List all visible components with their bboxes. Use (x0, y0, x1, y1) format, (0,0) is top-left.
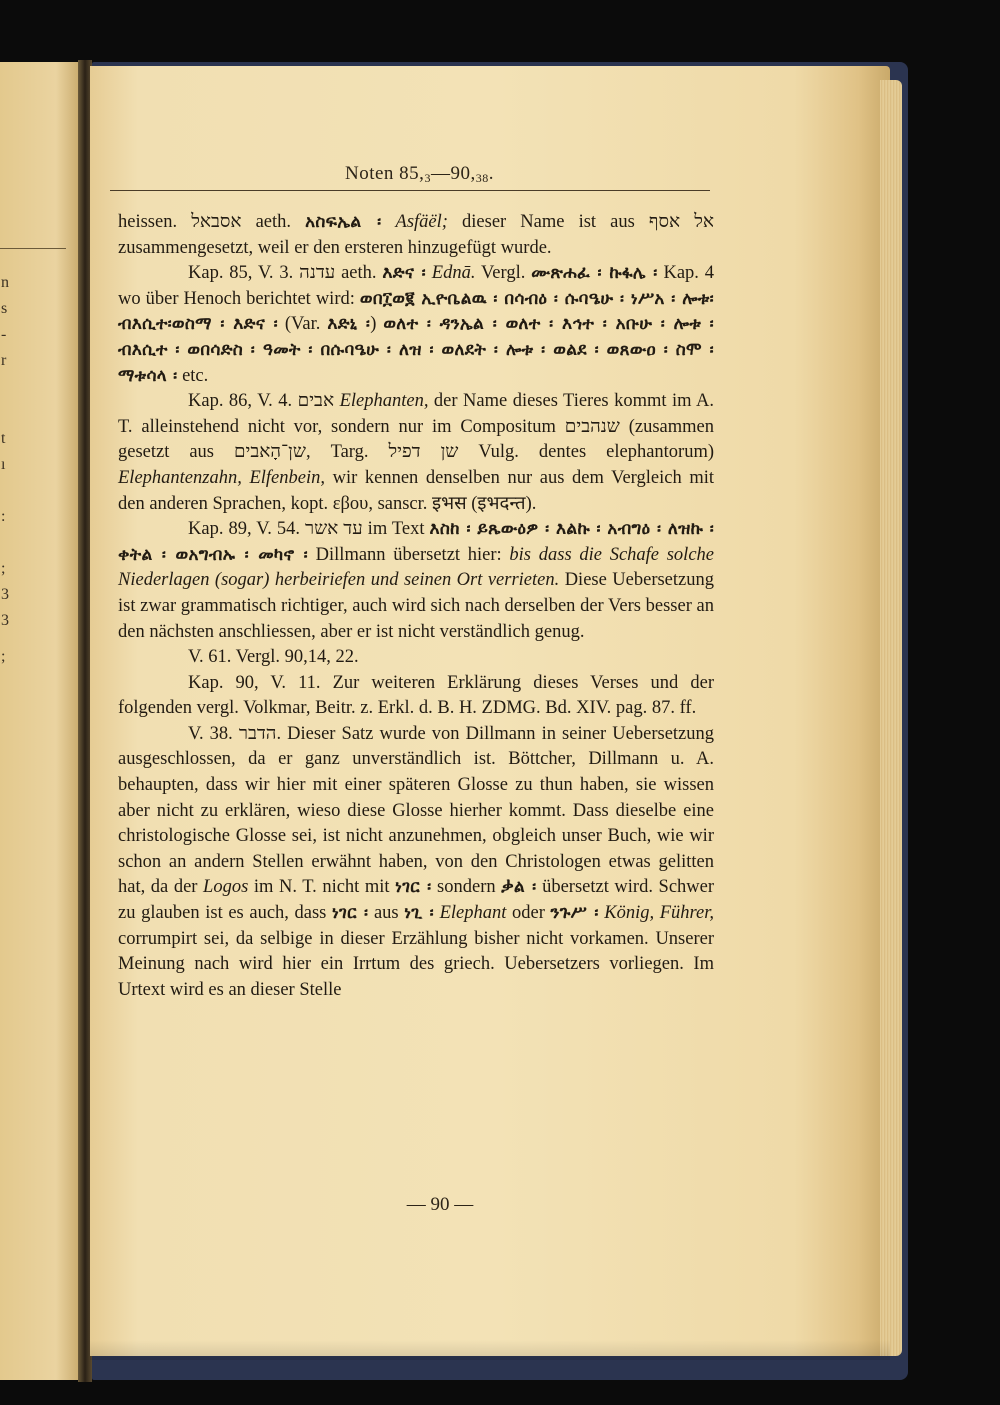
text-run: der Name dieses Tieres kommt im A. T. alleinstehend nicht vor, sondern nur im Compositum שנהבים (zusammen gesetzt aus שן־הָאבים, Targ. שן דפיל Vulg. dentes elephantorum) (118, 391, 714, 463)
italic-text: Elephantenzahn, Elfenbein, (118, 467, 325, 488)
ethiopic-text: ወበ፲ወ፪ ኢዮቤልዉ ፡ በሳብዕ ፡ ሱባዔሁ ፡ ነሥአ ፡ ሎቱ፡ብእሲተ፡ወስማ ፡ እድና ፡ (118, 288, 714, 335)
italic-text: bis dass die Schafe solche Niederlagen (sogar) herbeiriefen und seinen Ort verrieten. (118, 544, 714, 591)
left-page-rule (0, 248, 66, 249)
text-run: wir kennen denselben nur aus dem Vergleich mit den anderen Sprachen, kopt. εβoυ, sanscr. इभस (इभदन्त). (118, 467, 714, 514)
page-shadow (90, 1340, 890, 1360)
ethiopic-text: እስከ ፡ ይጼውዕዎ ፡ እልኩ ፡ አብግዕ ፡ ለዝኩ ፡ ቀትል ፡ ወአግብኡ ፡ መካኖ ፡ (118, 519, 715, 565)
paragraph-p6 (118, 671, 714, 722)
header-sub1: 3 (424, 171, 431, 185)
italic-text: König, Führer, (604, 903, 715, 924)
paragraph-p1 (118, 210, 714, 261)
paragraph-p2 (118, 261, 714, 389)
text-run: heissen. אסבאל aeth. (118, 212, 306, 232)
text-run: corrumpirt sei, da selbige in dieser Erzählung bisher nicht vorkamen. Unserer Meinung nach wird hier ein Irrtum des griech. Uebersetzers vorliegen. Im Urtext wird es an dieser Stelle (118, 928, 714, 1000)
italic-text: Ednā. (431, 263, 476, 284)
italic-text: Elephant (439, 903, 507, 924)
ethiopic-text: ንጉሥ ፡ (550, 903, 599, 924)
header-rule (110, 190, 710, 191)
left-page-char: t (1, 430, 6, 447)
text-run: dieser Name ist aus אל אסף zusammengesetzt, weil er den ersteren hinzugefügt wurde. (118, 212, 714, 258)
paragraph-p7 (118, 722, 714, 1004)
text-run: V. 61. Vergl. 90,14, 22. (188, 647, 359, 668)
text-run: Kap. 85, V. 3. עדנה aeth. (188, 263, 383, 284)
text-run: sondern (431, 877, 502, 898)
text-run: V. 38. הדבר. Dieser Satz wurde von Dillmann in seiner Uebersetzung ausgeschlossen, da er ganz unverständlich ist. Böttcher, Dillmann u. A. behaupten, dass wir hier mit einer späteren Glosse zu thun haben, sie wissen aber nicht zu erklären, wieso diese Glosse hierher kommt. Dass dieselbe eine christologische Glosse sei, ist nicht anzunehmen, obgleich unser Buch, wie wir schon an andern Stellen erwähnt haben, von den Christologen etwas gelitten hat, da der (118, 723, 715, 898)
italic-text: Elephanten, (339, 391, 429, 412)
text-run: aus (368, 903, 405, 924)
text-run: Kap. 90, V. 11. Zur weiteren Erklärung dieses Verses und der folgenden vergl. Volkmar, Beitr. z. Erkl. d. B. H. ZDMG. Bd. XIV. pag. 87. ff. (118, 672, 714, 719)
header-dash: —90, (430, 163, 476, 184)
header-end: . (488, 163, 494, 184)
left-page-char: 3 (1, 586, 9, 603)
header-sub2: 38 (475, 171, 489, 185)
ethiopic-text: እድና ፡ (382, 263, 426, 284)
left-page-char: n (1, 274, 9, 291)
header-prefix: Noten 85, (345, 163, 425, 184)
text-run: etc. (177, 365, 209, 386)
ethiopic-text: ነገር ፡ (395, 877, 432, 898)
italic-text: Asfäël; (395, 212, 448, 232)
italic-text: Logos (203, 877, 249, 898)
left-page-fragment (0, 62, 80, 1380)
text-run: Kap. 86, V. 4. אבים (188, 391, 340, 412)
left-page-char: : (1, 508, 6, 525)
left-page-char: 3 (1, 612, 9, 629)
paragraph-p4 (118, 517, 714, 645)
text-run: im N. T. nicht mit (248, 877, 396, 898)
text-run: (Var. (277, 314, 328, 335)
paragraph-p5 (118, 645, 714, 671)
text-run: übersetzt wird. Schwer zu glauben ist es auch, dass (118, 877, 715, 924)
ethiopic-text: አስፍኤል ፡ (305, 212, 382, 232)
left-page-char: ; (1, 560, 6, 577)
page-number: — 90 — (406, 1194, 474, 1215)
text-run (381, 212, 395, 232)
ethiopic-text: ወለተ ፡ ዳንኤል ፡ ወለተ ፡ እኅተ ፡ አቡሁ ፡ ሎቱ ፡ ብእሲተ ፡ ወበሳድስ ፡ ዓመት ፡ በሱባዔሁ ፡ ለዝ ፡ ወለደት ፡ ሎቱ ፡ ወልደ ፡ ወጸውዐ ፡ ስሞ ፡ ማቱሳላ ፡ (118, 314, 714, 386)
body-text (118, 210, 714, 1003)
text-run: Dillmann übersetzt hier: (307, 544, 510, 565)
left-page-char: ; (1, 648, 6, 665)
text-run: Vergl. (475, 263, 532, 284)
ethiopic-text: ሙጽሐፈ ፡ ኩፋሌ ፡ (531, 263, 658, 284)
page-edges (880, 80, 902, 1356)
text-run: ) (370, 314, 384, 335)
ethiopic-text: ቃል ፡ (501, 877, 537, 898)
text-run: Kap. 4 wo über Henoch berichtet wird: (118, 263, 715, 309)
left-page-char: ı (1, 456, 6, 473)
text-run: Diese Uebersetzung ist zwar grammatisch richtiger, auch wird sich nach derselben der Vers besser an den nächsten anschliessen, aber er ist nicht verständlich genug. (118, 570, 714, 642)
left-page-char: s (1, 300, 8, 317)
left-page-char: - (1, 326, 7, 343)
ethiopic-text: ነገር ፡ (332, 903, 369, 924)
ethiopic-text: ነጊ ፡ (404, 903, 434, 924)
left-page-char: r (1, 352, 7, 369)
text-run: oder (506, 903, 551, 924)
ethiopic-text: እድኒ ፡ (327, 314, 371, 335)
text-run: Kap. 89, V. 54. עד אשר im Text (188, 519, 430, 540)
running-header (345, 163, 665, 186)
paragraph-p3 (118, 389, 714, 517)
